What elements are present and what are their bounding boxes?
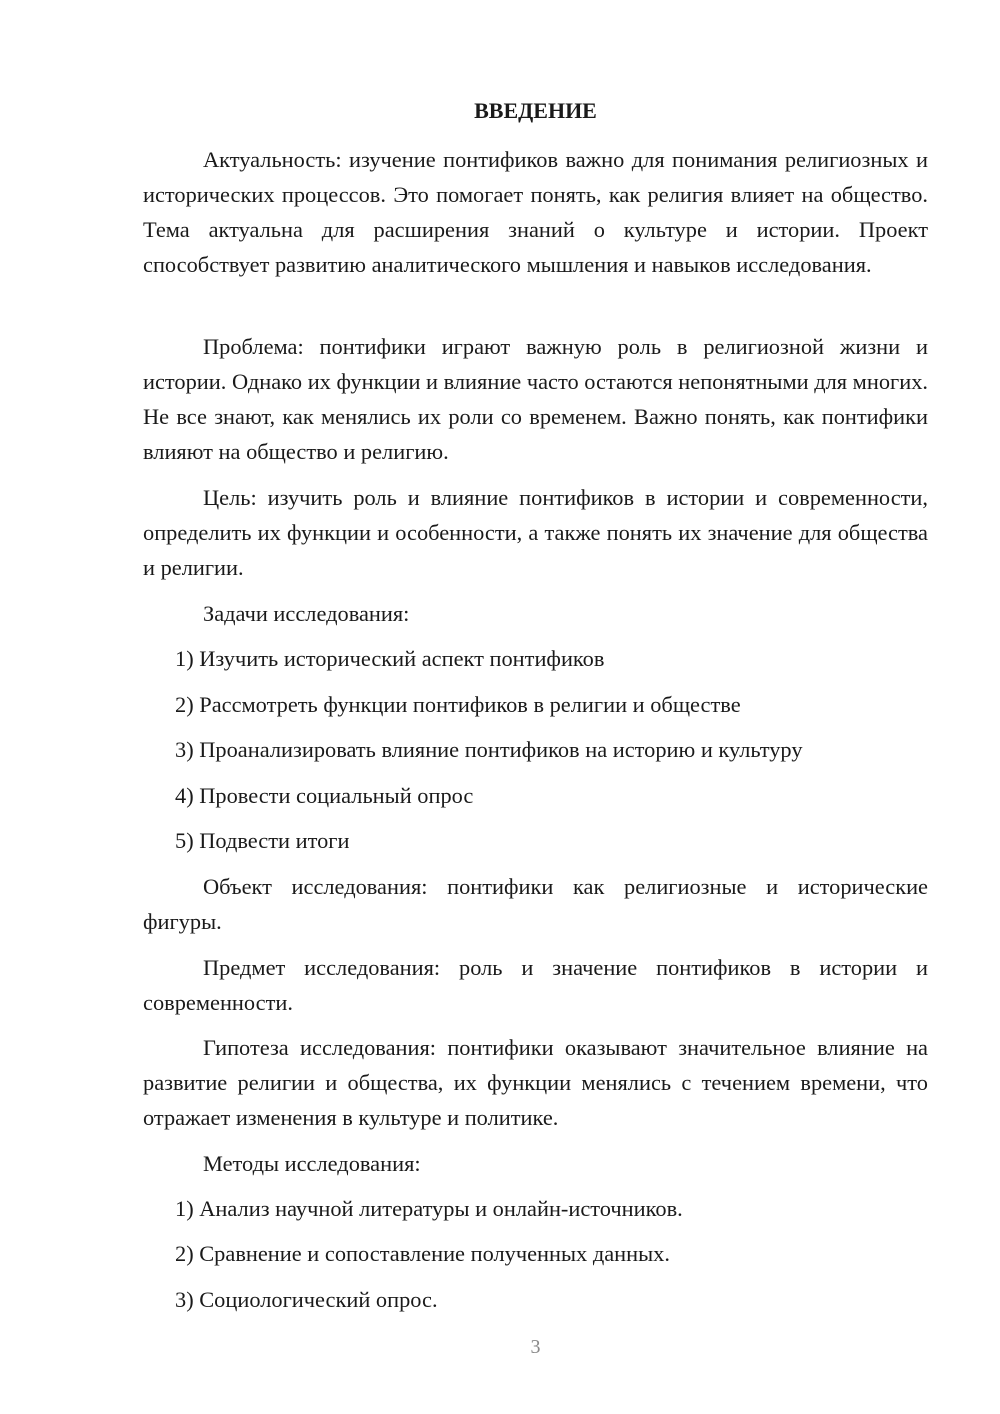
page-number: 3 xyxy=(530,1336,541,1358)
document-page xyxy=(143,0,928,1414)
task-item: 5) Подвести итоги xyxy=(175,828,350,853)
task-item: 2) Рассмотреть функции понтификов в религии и обществе xyxy=(175,692,741,717)
task-item: 4) Провести социальный опрос xyxy=(175,783,474,808)
goal-paragraph: Цель: изучить роль и влияние понтификов в истории и современности, определить их функции и особенности, а также понять их значение для общества и религии. xyxy=(143,485,928,580)
method-item: 2) Сравнение и сопоставление полученных данных. xyxy=(175,1241,670,1266)
method-item: 3) Социологический опрос. xyxy=(175,1287,438,1312)
hypothesis-paragraph: Гипотеза исследования: понтифики оказывают значительное влияние на развитие религии и общества, их функции менялись с течением времени, что отражает изменения в культуре и политике. xyxy=(143,1035,928,1130)
method-item: 1) Анализ научной литературы и онлайн-источников. xyxy=(175,1196,683,1221)
tasks-label: Задачи исследования: xyxy=(203,601,410,626)
relevance-paragraph: Актуальность: изучение понтификов важно для понимания религиозных и исторических процессов. Это помогает понять, как религия влияет на общество. Тема актуальна для расширения знаний о культуре и истории. Проект способствует развитию аналитического мышления и навыков исследования. xyxy=(143,147,928,277)
section-title: ВВЕДЕНИЕ xyxy=(474,98,597,123)
problem-paragraph: Проблема: понтифики играют важную роль в религиозной жизни и истории. Однако их функции и влияние часто остаются непонятными для многих. Не все знают, как менялись их роли со временем. Важно понять, как понтифики влияют на общество и религию. xyxy=(143,334,928,464)
task-item: 1) Изучить исторический аспект понтификов xyxy=(175,646,605,671)
object-paragraph: Объект исследования: понтифики как религиозные и исторические фигуры. xyxy=(143,874,928,934)
task-item: 3) Проанализировать влияние понтификов на историю и культуру xyxy=(175,737,803,762)
subject-paragraph: Предмет исследования: роль и значение понтификов в истории и современности. xyxy=(143,955,928,1015)
methods-label: Методы исследования: xyxy=(203,1151,421,1176)
